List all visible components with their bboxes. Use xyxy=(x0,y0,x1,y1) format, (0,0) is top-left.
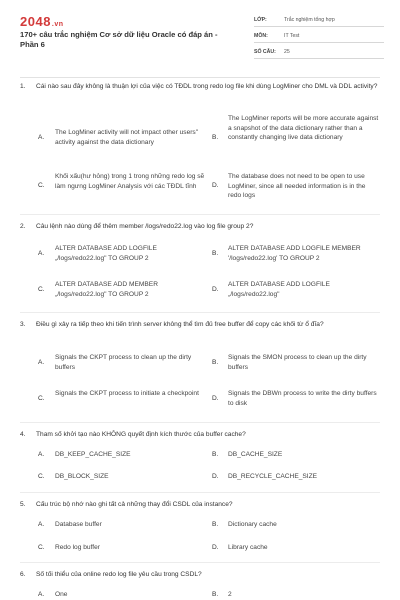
option-text: DB_CACHE_SIZE xyxy=(228,451,283,458)
option-text: Signals the SMON process to clean up the dirty buffers xyxy=(228,354,367,371)
option-text: ALTER DATABASE ADD LOGFILE „/logs/redo22.log" xyxy=(228,281,330,298)
question-number: 2. xyxy=(20,223,26,230)
question-5 xyxy=(20,500,380,510)
option-a[interactable] xyxy=(38,353,208,377)
meta-row-class xyxy=(254,14,384,27)
question-divider xyxy=(20,214,380,215)
option-text: DB_RECYCLE_CACHE_SIZE xyxy=(228,473,318,480)
question-divider xyxy=(20,562,380,563)
meta-value: 25 xyxy=(284,49,290,55)
option-b[interactable] xyxy=(212,114,382,164)
meta-row-subject xyxy=(254,30,384,43)
option-text: DB_KEEP_CACHE_SIZE xyxy=(55,451,131,458)
header-divider xyxy=(20,77,380,78)
meta-value: IT Test xyxy=(284,33,300,39)
option-letter: A. xyxy=(38,591,45,598)
question-text: Cái nào sau đây không là thuận lợi của việc có TĐDL trong redo log file khi dùng LogMiner cho DML và DDL activity? xyxy=(36,83,378,90)
option-text: DB_BLOCK_SIZE xyxy=(55,473,109,480)
option-letter: D. xyxy=(212,544,219,551)
question-number: 3. xyxy=(20,321,26,328)
question-number: 5. xyxy=(20,501,26,508)
option-c[interactable] xyxy=(38,389,208,413)
page-title: 170+ câu trắc nghiệm Cơ sở dữ liệu Oracle có đáp án - Phần 6 xyxy=(20,30,218,49)
meta-value: Trắc nghiệm tổng hợp xyxy=(284,17,335,23)
option-b[interactable] xyxy=(212,520,382,532)
meta-label: SỐ CÂU: xyxy=(254,49,276,55)
option-letter: A. xyxy=(38,134,45,141)
question-text: Câu lệnh nào dùng để thêm member /logs/redo22.log vào log file group 2? xyxy=(36,223,254,230)
option-letter: A. xyxy=(38,451,45,458)
option-text: ALTER DATABASE ADD LOGFILE „/logs/redo22.log" TO GROUP 2 xyxy=(55,245,157,262)
question-6 xyxy=(20,570,380,580)
option-letter: C. xyxy=(38,473,45,480)
option-c[interactable] xyxy=(38,543,208,555)
option-d[interactable] xyxy=(212,472,382,484)
option-b[interactable] xyxy=(212,353,382,377)
option-text: The database does not need to be open to use LogMiner, since all needed information is in the redo logs xyxy=(228,173,366,199)
option-letter: D. xyxy=(212,182,219,189)
option-text: 2 xyxy=(228,591,232,598)
option-b[interactable] xyxy=(212,450,382,462)
option-text: Signals the CKPT process to clean up the dirty buffers xyxy=(55,354,192,371)
option-a[interactable] xyxy=(38,124,208,164)
question-1 xyxy=(20,82,380,92)
option-d[interactable] xyxy=(212,280,382,304)
option-letter: C. xyxy=(38,544,45,551)
header xyxy=(0,0,400,72)
question-text: Điều gì xảy ra tiếp theo khi tiến trình server không thể tìm đủ free buffer để copy các khối từ ổ đĩa? xyxy=(36,321,324,328)
option-letter: A. xyxy=(38,521,45,528)
meta-label: LỚP: xyxy=(254,17,267,23)
option-letter: B. xyxy=(212,451,219,458)
option-text: Redo log buffer xyxy=(55,544,100,551)
meta-panel xyxy=(254,14,384,62)
option-d[interactable] xyxy=(212,172,382,204)
option-text: Khối xấu(hư hỏng) trong 1 trong những redo log sẽ làm ngưng LogMiner Analysis với các TĐDL tĩnh xyxy=(55,173,205,190)
option-letter: D. xyxy=(212,286,219,293)
option-letter: A. xyxy=(38,359,45,366)
option-letter: A. xyxy=(38,250,45,257)
question-text: Số tối thiểu của online redo log file yêu cầu trong CSDL? xyxy=(36,571,202,578)
question-text: Cấu trúc bộ nhớ nào ghi tất cả những thay đổi CSDL của instance? xyxy=(36,501,233,508)
option-c[interactable] xyxy=(38,172,208,204)
meta-label: MÔN: xyxy=(254,33,268,39)
option-text: ALTER DATABASE ADD MEMBER „/logs/redo22.log" TO GROUP 2 xyxy=(55,281,158,298)
question-number: 4. xyxy=(20,431,26,438)
option-letter: C. xyxy=(38,182,45,189)
question-3 xyxy=(20,320,380,330)
option-a[interactable] xyxy=(38,244,208,268)
option-b[interactable] xyxy=(212,244,382,268)
option-d[interactable] xyxy=(212,389,382,413)
question-text: Tham số khởi tạo nào KHÔNG quyết định kích thước của buffer cache? xyxy=(36,431,246,438)
question-2 xyxy=(20,222,380,232)
option-b[interactable] xyxy=(212,590,382,600)
option-letter: B. xyxy=(212,591,219,598)
question-divider xyxy=(20,312,380,313)
question-number: 1. xyxy=(20,83,26,90)
option-text: The LogMiner reports will be more accurate against a snapshot of the data dictionary rather than a constantly changing live data dictionary xyxy=(228,115,379,141)
option-letter: B. xyxy=(212,359,219,366)
option-letter: C. xyxy=(38,286,45,293)
meta-row-count xyxy=(254,46,384,59)
option-letter: D. xyxy=(212,473,219,480)
option-letter: B. xyxy=(212,134,219,141)
option-a[interactable] xyxy=(38,520,208,532)
question-number: 6. xyxy=(20,571,26,578)
option-a[interactable] xyxy=(38,590,208,600)
option-letter: B. xyxy=(212,250,219,257)
option-c[interactable] xyxy=(38,472,208,484)
logo-suffix: .vn xyxy=(51,21,64,28)
option-c[interactable] xyxy=(38,280,208,304)
option-letter: C. xyxy=(38,395,45,402)
option-text: Signals the CKPT process to initiate a checkpoint xyxy=(55,390,199,397)
option-text: One xyxy=(55,591,68,598)
option-a[interactable] xyxy=(38,450,208,462)
option-text: Database buffer xyxy=(55,521,102,528)
logo-text: 2048 xyxy=(20,14,51,29)
option-letter: D. xyxy=(212,395,219,402)
question-divider xyxy=(20,492,380,493)
option-text: The LogMiner activity will not impact other users" activity against the data dictionary xyxy=(55,129,199,146)
site-logo[interactable] xyxy=(20,14,64,29)
option-text: ALTER DATABASE ADD LOGFILE MEMBER '/logs/redo22.log' TO GROUP 2 xyxy=(228,245,361,262)
option-text: Signals the DBWn process to write the dirty buffers to disk xyxy=(228,390,377,407)
option-letter: B. xyxy=(212,521,219,528)
option-text: Dictionary cache xyxy=(228,521,277,528)
question-4 xyxy=(20,430,380,440)
option-d[interactable] xyxy=(212,543,382,555)
option-text: Library cache xyxy=(228,544,268,551)
question-divider xyxy=(20,422,380,423)
